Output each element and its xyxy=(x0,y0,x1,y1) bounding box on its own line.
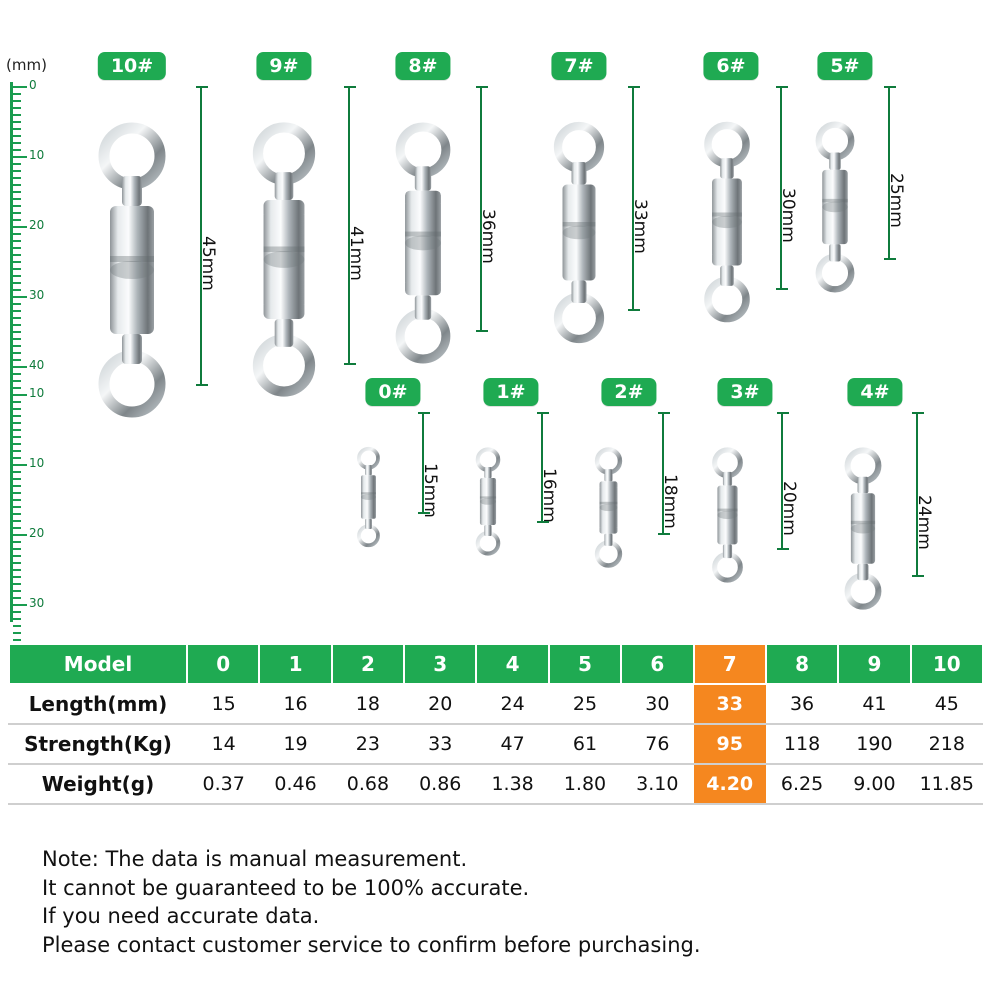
swivel-graphic xyxy=(830,446,896,611)
swivel-length-dimension xyxy=(630,86,650,311)
note-line: It cannot be guaranteed to be 100% accurate. xyxy=(42,875,530,900)
table-cell: 41 xyxy=(838,684,910,724)
table-cell: 15 xyxy=(187,684,259,724)
table-cell: 0.68 xyxy=(332,764,404,804)
swivel-length-label: 25mm xyxy=(886,173,906,228)
table-cell: 47 xyxy=(476,724,548,764)
table-cell: 0.37 xyxy=(187,764,259,804)
swivel-length-label: 16mm xyxy=(539,467,559,523)
table-cell: 30 xyxy=(621,684,693,724)
swivel-length-dimension xyxy=(346,86,366,365)
table-cell: 4.20 xyxy=(694,764,766,804)
table-cell: 33 xyxy=(404,724,476,764)
ruler-unit-label: (mm) xyxy=(6,56,47,74)
swivel-length-label: 41mm xyxy=(346,225,366,281)
table-row xyxy=(9,684,983,724)
table-cell: 20 xyxy=(404,684,476,724)
swivel-item xyxy=(228,52,366,369)
swivel-size-badge: 1# xyxy=(483,378,538,406)
swivel-size-badge: 3# xyxy=(717,378,772,406)
table-cell: 23 xyxy=(332,724,404,764)
swivel-length-label: 36mm xyxy=(478,209,498,264)
table-cell: 14 xyxy=(187,724,259,764)
table-header-cell: 2 xyxy=(332,644,404,684)
table-cell: 25 xyxy=(549,684,621,724)
note-line: Please contact customer service to confirm before purchasing. xyxy=(42,932,701,957)
table-cell: 0.86 xyxy=(404,764,476,804)
swivel-size-badge: 10# xyxy=(98,52,166,80)
table-cell: 190 xyxy=(838,724,910,764)
table-header-cell: 8 xyxy=(766,644,838,684)
swivel-graphic xyxy=(348,446,389,548)
table-cell: 24 xyxy=(476,684,548,724)
table-row-label: Weight(g) xyxy=(9,764,187,804)
table-cell: 9.00 xyxy=(838,764,910,804)
table-cell: 18 xyxy=(332,684,404,724)
swivel-size-badge: 2# xyxy=(601,378,656,406)
swivel-graphic xyxy=(72,120,192,420)
swivel-graphic xyxy=(228,120,340,399)
table-cell: 11.85 xyxy=(911,764,983,804)
table-row-label: Strength(Kg) xyxy=(9,724,187,764)
note-line: Note: The data is manual measurement. xyxy=(42,847,468,871)
table-header-cell: 6 xyxy=(621,644,693,684)
table-header-cell: 7 xyxy=(694,644,766,684)
swivel-length-label: 18mm xyxy=(659,473,680,529)
table-cell: 3.10 xyxy=(621,764,693,804)
ruler-bottom: 10 10 20 30 xyxy=(10,390,35,622)
swivel-length-dimension xyxy=(539,412,559,523)
swivel-item xyxy=(374,52,498,336)
table-cell: 95 xyxy=(694,724,766,764)
spec-table-wrap xyxy=(8,643,984,805)
table-header-cell: 1 xyxy=(259,644,331,684)
swivel-item xyxy=(584,378,680,539)
swivel-graphic xyxy=(686,120,768,324)
swivel-length-label: 20mm xyxy=(778,481,799,536)
table-row-label: Length(mm) xyxy=(9,684,187,724)
swivel-item xyxy=(800,52,906,264)
table-cell: 1.80 xyxy=(549,764,621,804)
swivel-length-dimension xyxy=(778,86,798,290)
ruler-top: 0 10 20 30 40 xyxy=(10,82,35,622)
table-cell: 0.46 xyxy=(259,764,331,804)
table-header-cell: 0 xyxy=(187,644,259,684)
swivel-length-label: 24mm xyxy=(914,494,934,550)
spec-table xyxy=(8,643,984,805)
swivel-length-dimension xyxy=(886,86,906,260)
table-row xyxy=(9,724,983,764)
table-cell: 16 xyxy=(259,684,331,724)
table-header-cell: Model xyxy=(9,644,187,684)
swivel-item xyxy=(348,378,438,518)
swivel-size-badge: 6# xyxy=(703,52,758,80)
swivel-length-dimension xyxy=(478,86,498,332)
table-header-cell: 10 xyxy=(911,644,983,684)
swivel-length-dimension xyxy=(198,86,218,386)
swivel-graphic xyxy=(374,120,472,366)
table-row xyxy=(9,764,983,804)
swivel-item xyxy=(830,378,934,581)
swivel-length-dimension xyxy=(778,412,799,550)
table-cell: 45 xyxy=(911,684,983,724)
swivel-graphic xyxy=(700,446,755,584)
table-cell: 19 xyxy=(259,724,331,764)
swivel-size-badge: 5# xyxy=(817,52,872,80)
table-cell: 76 xyxy=(621,724,693,764)
swivel-size-badge: 9# xyxy=(256,52,311,80)
swivel-length-label: 15mm xyxy=(419,463,440,518)
table-body xyxy=(9,684,983,804)
table-header-cell: 3 xyxy=(404,644,476,684)
swivel-graphic xyxy=(534,120,624,345)
swivel-item xyxy=(72,52,218,390)
table-cell: 1.38 xyxy=(476,764,548,804)
swivel-length-dimension xyxy=(914,412,934,577)
swivel-graphic xyxy=(466,446,510,557)
table-cell: 218 xyxy=(911,724,983,764)
swivel-size-badge: 0# xyxy=(365,378,420,406)
table-header-cell: 5 xyxy=(549,644,621,684)
swivel-graphic xyxy=(800,120,870,294)
swivel-item xyxy=(700,378,799,554)
swivel-item xyxy=(534,52,650,315)
swivel-length-label: 45mm xyxy=(198,236,218,291)
table-cell: 6.25 xyxy=(766,764,838,804)
notes-block xyxy=(42,845,982,959)
table-header-row xyxy=(9,644,983,684)
swivel-item xyxy=(686,52,798,294)
note-line: If you need accurate data. xyxy=(42,904,320,929)
swivel-size-badge: 8# xyxy=(395,52,450,80)
swivel-length-dimension xyxy=(419,412,440,518)
table-cell: 118 xyxy=(766,724,838,764)
swivel-graphic xyxy=(584,446,633,569)
table-cell: 36 xyxy=(766,684,838,724)
table-cell: 61 xyxy=(549,724,621,764)
swivel-item xyxy=(466,378,559,527)
swivel-length-dimension xyxy=(659,412,680,535)
swivel-size-badge: 4# xyxy=(847,378,902,406)
swivel-length-label: 33mm xyxy=(630,198,650,254)
swivel-length-label: 30mm xyxy=(778,188,798,243)
table-header-cell: 9 xyxy=(838,644,910,684)
table-cell: 33 xyxy=(694,684,766,724)
swivel-size-badge: 7# xyxy=(551,52,606,80)
table-header-cell: 4 xyxy=(476,644,548,684)
